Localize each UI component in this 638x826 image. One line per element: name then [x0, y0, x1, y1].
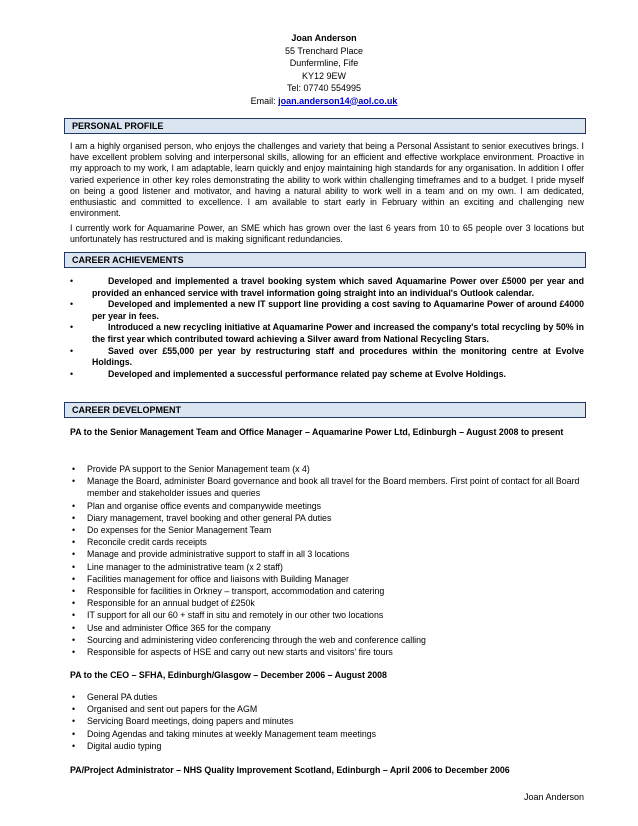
bullet: • — [72, 740, 76, 751]
bullet: • — [72, 537, 76, 548]
duty-text: Responsible for aspects of HSE and carry out new starts and visitors' fire tours — [87, 647, 393, 658]
job-title-sfha: PA to the CEO – SFHA, Edinburgh/Glasgow – December 2006 – August 2008 — [70, 670, 387, 680]
page-footer: Joan Anderson — [523, 792, 584, 802]
bullet: • — [72, 525, 76, 536]
list-item — [70, 322, 584, 345]
bullet: • — [72, 622, 76, 633]
candidate-name: Joan Anderson — [291, 33, 357, 43]
bullet: • — [72, 500, 76, 511]
list-item — [72, 634, 582, 646]
list-item — [72, 536, 582, 548]
profile-paragraph-1: I am a highly organised person, who enjoys the challenges and variety that being a Personal Assistant to senior executives brings. I have excellent problem solving and interpersonal skills, allowing for an efficient and effective workplace environment. Proactive in my approach to my work, I am adaptable, learn quickly and enjoy maintaining high standards for any organisation. In addition I offer varied experience in other key roles demonstrating the ability to work within challenging timeframes and to a budget. I pride myself on being a good listener and motivator, and having a natural ability to work well in a team and on my own. I am dedicated, enthusiastic and committed to excellence. I am available to start early in February within an exciting and challenging new environment. — [70, 141, 584, 219]
list-item — [70, 299, 584, 322]
duty-text: IT support for all our 60 + staff in situ and remotely in our other two locations — [87, 610, 384, 621]
duty-text: Responsible for an annual budget of £250k — [87, 598, 255, 609]
duty-text: Reconcile credit cards receipts — [87, 537, 207, 548]
bullet: • — [72, 573, 76, 584]
career-development-heading: CAREER DEVELOPMENT — [64, 402, 586, 418]
bullet: • — [72, 647, 76, 658]
list-item — [70, 276, 584, 299]
bullet: • — [72, 476, 76, 487]
bullet: • — [72, 549, 76, 560]
list-item — [72, 715, 582, 727]
contact-header — [60, 32, 588, 107]
bullet: • — [72, 716, 76, 727]
bullet: • — [72, 561, 76, 572]
list-item — [72, 646, 582, 658]
list-item — [72, 548, 582, 560]
duty-text: Plan and organise office events and companywide meetings — [87, 500, 322, 511]
list-item — [72, 609, 582, 621]
bullet: • — [72, 512, 76, 523]
job1-duties-list — [72, 463, 582, 658]
duty-text: Organised and sent out papers for the AGM — [87, 704, 258, 715]
list-item — [72, 740, 582, 752]
list-item — [72, 728, 582, 740]
duty-text: Provide PA support to the Senior Management team (x 4) — [87, 464, 310, 474]
job-title-aquamarine: PA to the Senior Management Team and Office Manager – Aquamarine Power Ltd, Edinburgh – August 2008 to present — [70, 427, 564, 437]
personal-profile-heading: PERSONAL PROFILE — [64, 118, 586, 134]
achievement-text: Developed and implemented a successful performance related pay scheme at Evolve Holdings. — [108, 368, 506, 379]
email-label: Email: — [250, 95, 279, 106]
career-achievements-heading: CAREER ACHIEVEMENTS — [64, 252, 586, 268]
bullet: • — [72, 728, 76, 739]
job-title-nhs: PA/Project Administrator – NHS Quality Improvement Scotland, Edinburgh – April 2006 to December 2006 — [70, 765, 510, 775]
duty-text: Doing Agendas and taking minutes at weekly Management team meetings — [87, 728, 376, 739]
bullet: • — [70, 322, 74, 333]
duty-text: Servicing Board meetings, doing papers and minutes — [87, 716, 294, 727]
bullet: • — [72, 610, 76, 621]
achievement-text: Introduced a new recycling initiative at Aquamarine Power and increased the company's total recycling by 50% in the first year which contributed toward achieving a Silver award from National Recycling Stars. — [92, 322, 584, 344]
bullet: • — [70, 345, 74, 356]
address-line-1: 55 Trenchard Place — [284, 45, 364, 56]
bullet: • — [70, 276, 74, 286]
list-item — [72, 691, 582, 703]
list-item — [72, 703, 582, 715]
duty-text: Facilities management for office and liaisons with Building Manager — [87, 573, 349, 584]
bullet: • — [72, 704, 76, 715]
duty-text: Sourcing and administering video conferencing through the web and conference calling — [87, 634, 426, 645]
list-item — [72, 597, 582, 609]
bullet: • — [70, 368, 74, 379]
duty-text: Manage the Board, administer Board governance and book all travel for the Board members. First point of contact for all Board member and stakeholder issues and queries — [87, 476, 580, 499]
achievements-list — [70, 276, 584, 380]
address-line-2: Dunfermline, Fife — [289, 58, 359, 68]
duty-text: Diary management, travel booking and other general PA duties — [87, 512, 332, 523]
list-item — [72, 561, 582, 573]
list-item — [72, 512, 582, 524]
list-item — [70, 346, 584, 369]
achievement-text: Saved over £55,000 per year by restructuring staff and procedures within the monitoring centre at Evolve Holdings. — [92, 345, 584, 368]
duty-text: Digital audio typing — [87, 740, 162, 751]
bullet: • — [72, 464, 76, 474]
job2-duties-list — [72, 691, 582, 752]
list-item — [72, 585, 582, 597]
profile-paragraph-2: I currently work for Aquamarine Power, an SME which has grown over the last 6 years from 10 to 65 people over 3 locations but unfortunately has restructured and is making significant redundancies. — [70, 223, 584, 245]
achievement-text: Developed and implemented a travel booking system which saved Aquamarine Power over £5000 per year and provided an enhanced service with travel information going straight into an individual's Outlook calendar. — [92, 276, 584, 298]
achievement-text: Developed and implemented a new IT support line providing a cost saving to Aquamarine Power of around £4000 per year in fees. — [92, 299, 584, 321]
duty-text: Line manager to the administrative team (x 2 staff) — [87, 561, 283, 572]
list-item — [72, 524, 582, 536]
duty-text: Manage and provide administrative support to staff in all 3 locations — [87, 549, 350, 560]
list-item — [72, 573, 582, 585]
email-link[interactable]: joan.anderson14@aol.co.uk — [278, 95, 398, 106]
email-line — [60, 95, 588, 108]
postcode: KY12 9EW — [301, 70, 347, 81]
duty-text: Use and administer Office 365 for the company — [87, 622, 271, 633]
bullet: • — [72, 634, 76, 645]
list-item — [70, 369, 584, 381]
duty-text: Do expenses for the Senior Management Team — [87, 525, 272, 536]
list-item — [72, 475, 582, 499]
telephone: Tel: 07740 554995 — [286, 83, 362, 93]
list-item — [72, 500, 582, 512]
duty-text: General PA duties — [87, 692, 158, 702]
duty-text: Responsible for facilities in Orkney – transport, accommodation and catering — [87, 586, 385, 597]
list-item — [72, 463, 582, 475]
list-item — [72, 622, 582, 634]
bullet: • — [70, 299, 74, 310]
bullet: • — [72, 586, 76, 597]
bullet: • — [72, 598, 76, 609]
bullet: • — [72, 692, 76, 702]
